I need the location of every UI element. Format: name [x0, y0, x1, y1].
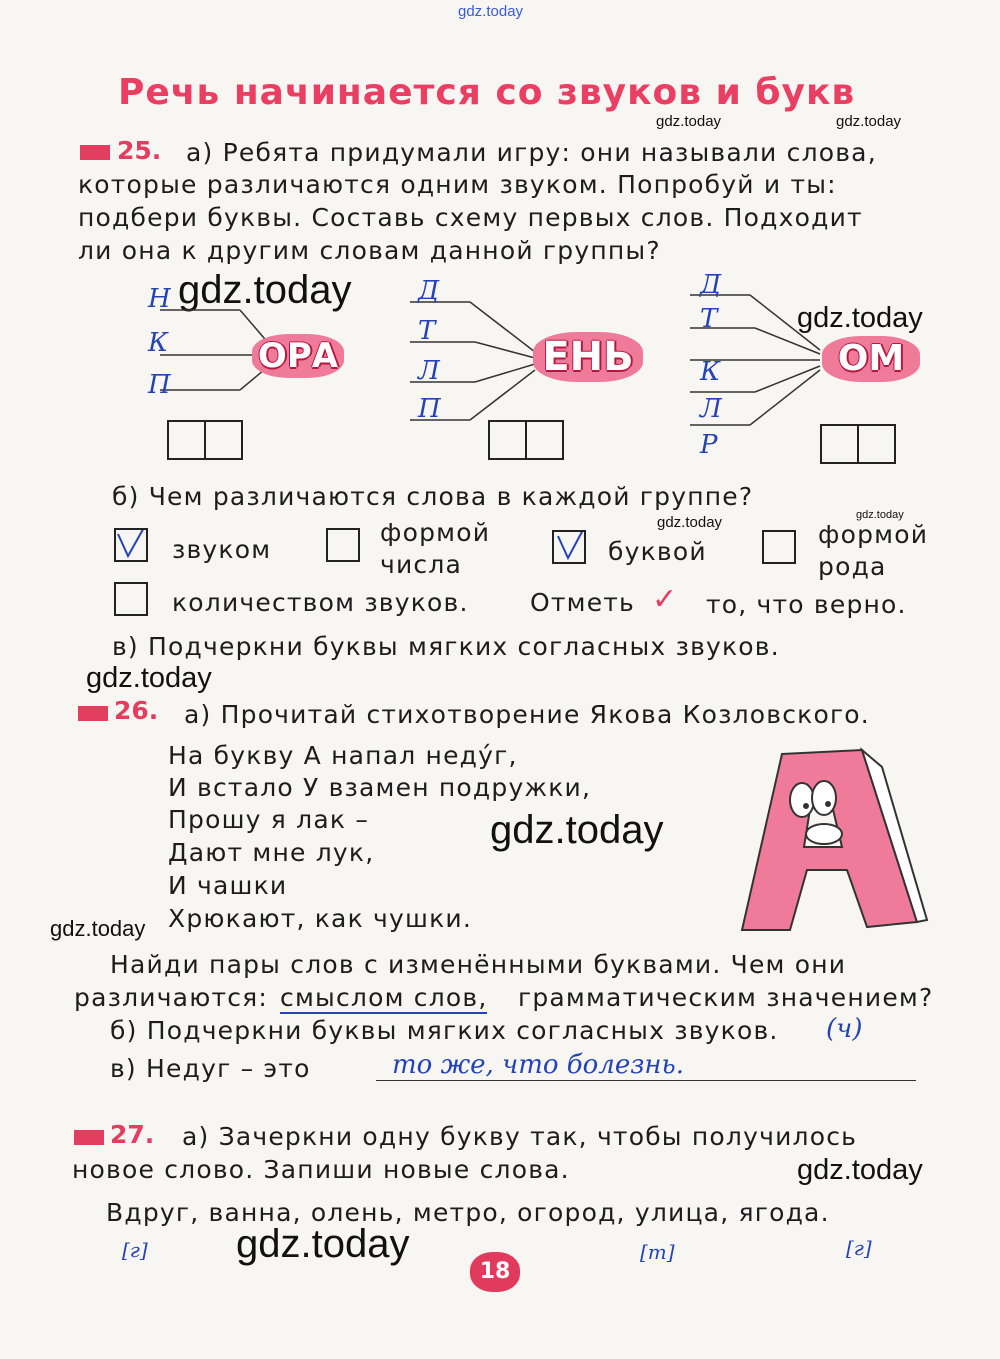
poem-line: Дают мне лук, [168, 838, 375, 867]
watermark: gdz.today [836, 113, 902, 130]
watermark: gdz.today [797, 1154, 923, 1186]
hand-answer: (ч) [826, 1014, 863, 1044]
poem-line: И чашки [168, 871, 288, 900]
hand-note: [г] [846, 1236, 872, 1260]
ex25-question-v: в) Подчеркни буквы мягких согласных звуков. [112, 632, 780, 661]
letter-a-illustration [712, 742, 932, 937]
exercise-marker [78, 706, 108, 721]
ex26-task-line2-prefix: различаются: [74, 983, 269, 1012]
instruction-mark: Отметь [530, 588, 635, 617]
poem-line: И встало У взамен подружки, [168, 773, 592, 802]
option-label: рода [818, 552, 887, 581]
stem-en: ЕНЬ [542, 334, 634, 380]
check-mark-icon [554, 532, 584, 562]
ex26-text-line1: а) Прочитай стихотворение Якова Козловского. [184, 700, 870, 729]
ex27-text-line1: а) Зачеркни одну букву так, чтобы получилось [182, 1122, 858, 1151]
watermark: gdz.today [657, 514, 723, 531]
watermark: gdz.today [178, 268, 352, 312]
checkbox-gender-form[interactable] [762, 530, 796, 564]
option-label: формой [818, 520, 929, 549]
checkbox-sound-count[interactable] [114, 582, 148, 616]
option-label: количеством звуков. [172, 588, 469, 617]
poem-line: Хрюкают, как чушки. [168, 904, 472, 933]
watermark: gdz.today [490, 808, 664, 852]
checkbox-number-form[interactable] [326, 528, 360, 562]
poem-line: На букву А напал недýг, [168, 741, 518, 770]
hand-letter: Л [700, 394, 722, 424]
hand-note: [г] [122, 1238, 148, 1262]
option-label: формой [380, 518, 491, 547]
exercise-number: 25. [117, 136, 162, 165]
exercise-marker [74, 1130, 104, 1145]
page-number: 18 [470, 1252, 520, 1292]
hand-answer: то же, что болезнь. [392, 1050, 684, 1080]
stem-ora: ОРА [257, 336, 339, 376]
ex25-text-line4: ли она к другим словам данной группы? [78, 236, 661, 265]
ex26-task-v: в) Недуг – это [110, 1054, 311, 1083]
checkbox-letter[interactable] [552, 530, 586, 564]
ex25-text-line2: которые различаются одним звуком. Попробуй и ты: [78, 170, 837, 199]
watermark: gdz.today [856, 509, 904, 521]
watermark: gdz.today [86, 662, 212, 694]
hand-letter: Л [418, 356, 440, 386]
check-mark-icon [116, 530, 146, 560]
exercise-marker [80, 145, 110, 160]
ex27-words: Вдруг, ванна, олень, метро, огород, улица, ягода. [106, 1198, 830, 1227]
ex27-text-line2: новое слово. Запиши новые слова. [72, 1155, 570, 1184]
watermark: gdz.today [458, 3, 524, 20]
option-label: буквой [608, 537, 707, 566]
scheme-box [167, 420, 243, 460]
exercise-number: 26. [114, 696, 159, 725]
watermark: gdz.today [50, 916, 146, 941]
page-title: Речь начинается со звуков и букв [118, 72, 856, 113]
ex26-task-line1: Найди пары слов с изменёнными буквами. Чем они [110, 950, 847, 979]
hand-letter: Р [700, 430, 718, 460]
checkbox-sound[interactable] [114, 528, 148, 562]
hand-letter: К [700, 357, 721, 387]
hand-letter: Н [148, 284, 171, 314]
answer-line [376, 1080, 916, 1081]
ex25-question-b: б) Чем различаются слова в каждой группе? [112, 482, 754, 511]
scheme-box [820, 424, 896, 464]
stem-om: ОМ [837, 338, 905, 379]
hand-letter: П [148, 370, 171, 400]
hand-letter: Т [418, 316, 436, 346]
option-label: числа [380, 550, 463, 579]
hand-letter: К [148, 328, 169, 358]
ex26-answer-underlined: смыслом слов, [280, 983, 488, 1012]
hand-note: [т] [640, 1240, 675, 1264]
option-label: звуком [172, 535, 272, 564]
instruction-mark: то, что верно. [706, 590, 907, 619]
scheme-box [488, 420, 564, 460]
watermark: gdz.today [236, 1222, 410, 1266]
hand-letter: Т [700, 304, 718, 334]
exercise-number: 27. [110, 1120, 155, 1149]
ex25-text-line1: а) Ребята придумали игру: они называли слова, [186, 138, 877, 167]
ex25-text-line3: подбери буквы. Составь схему первых слов. Подходит [78, 203, 863, 232]
hand-letter: Д [700, 270, 722, 300]
poem-line: Прошу я лак – [168, 805, 370, 834]
ex26-task-b: б) Подчеркни буквы мягких согласных звуков. [110, 1016, 779, 1045]
ex26-task-line2-suffix: грамматическим значением? [518, 983, 934, 1012]
hand-letter: П [418, 394, 441, 424]
check-mark-icon: ✓ [652, 582, 678, 617]
watermark: gdz.today [656, 113, 722, 130]
hand-letter: Д [418, 276, 440, 306]
watermark: gdz.today [797, 302, 923, 334]
